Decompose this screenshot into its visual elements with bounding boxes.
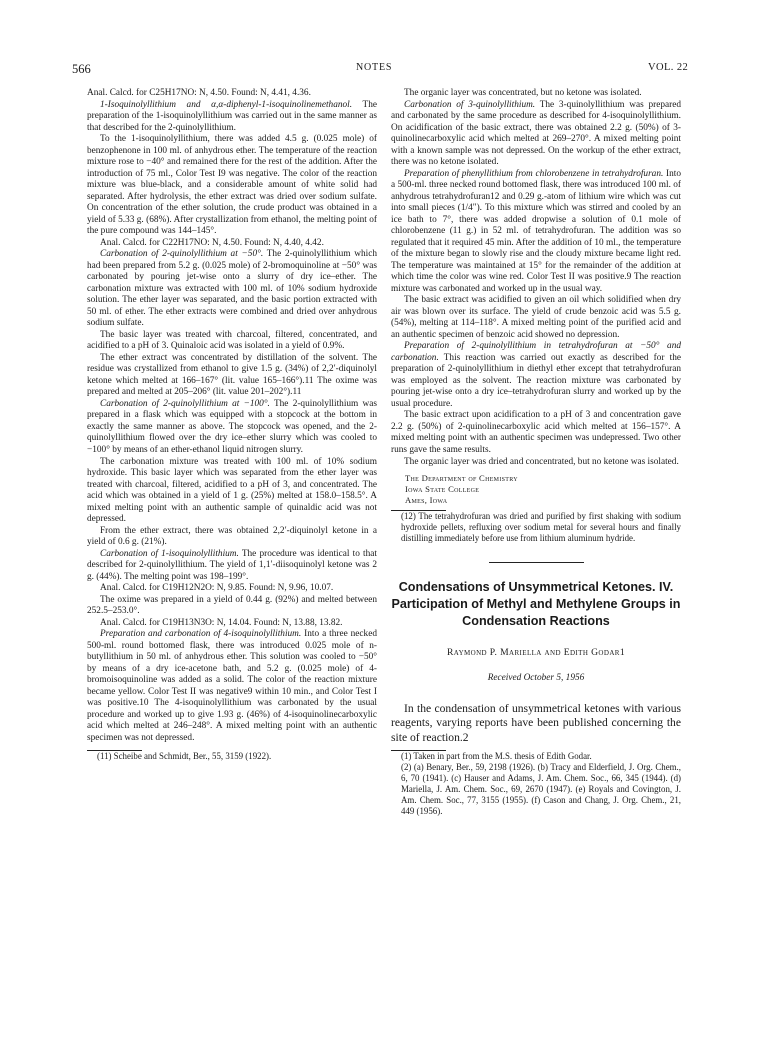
paragraph: Anal. Calcd. for C25H17NO: N, 4.50. Found: N, 4.41, 4.36. [87, 88, 311, 98]
paragraph: Anal. Calcd. for C19H13N3O: N, 14.04. Found: N, 13.88, 13.82. [100, 617, 343, 628]
footnote: (11) Scheibe and Schmidt, Ber., 55, 3159 (1922). [97, 751, 272, 762]
paragraph-heading: Preparation and carbonation of 4-isoquinolyllithium. [100, 629, 302, 640]
footnote: (2) (a) Benary, Ber., 59, 2198 (1926). (b) Tracy and Elderfield, J. Org. Chem., 6, 70 (1941). (c) Hauser and Adams, J. Am. Chem. Soc., 66, 345 (1944). (d) Mariella, J. Am. Chem. Soc., 69, 2670 (1947). (e) Royals and Covington, J. Am. Chem. Soc., 77, 3155 (1955). (f) Cason and Chang, J. Org. Chem., 21, 449 (1956). [401, 761, 681, 816]
paragraph-heading: Carbonation of 1-isoquinolyllithium. [100, 548, 239, 559]
page-number: 566 [72, 62, 91, 76]
footnote: (12) The tetrahydrofuran was dried and purified by first shaking with sodium hydroxide pellets, refluxing over sodium metal for several hours and finally distilling immediately before use from lithium aluminum hydride. [401, 511, 681, 544]
paragraph: Carbonation of 2-quinolyllithium at −100°. The 2-quinolyllithium was prepared in a flask which was equipped with a stopcock at the bottom in exactly the same manner as above. The stopcock was opened, and the 2-quinolyllithium flowed over the dry ice–ether slurry which was cooled to −100° by means of an ether-ethanol liquid nitrogen slurry. [87, 398, 378, 455]
paragraph: The organic layer was dried and concentrated, but no ketone was isolated. [404, 456, 679, 467]
running-head: NOTES [356, 62, 393, 73]
paragraph: The ether extract was concentrated by distillation of the solvent. The residue was crystallized from ethanol to give 1.5 g. (34%) of 2,2′-diquinolyl ketone which melted at 166–167° (lit. value 165–166°).11 The oxime was prepared and melted at 205–206° (lit. value 201–202°).11 [87, 352, 377, 398]
section-divider [489, 562, 584, 563]
article-title: Condensations of Unsymmetrical Ketones. IV. Participation of Methyl and Methylene Groups in Condensation Reactions [391, 580, 681, 629]
paragraph-heading: Carbonation of 3-quinolyllithium. [404, 99, 536, 110]
paragraph: Anal. Calcd. for C19H12N2O: N, 9.85. Found: N, 9.96, 10.07. [100, 583, 334, 594]
paragraph: To the 1-isoquinolyllithium, there was added 4.5 g. (0.025 mole) of benzophenone in 100 ml. of anhydrous ether. The temperature of the reaction mixture rose to −40° and remained there for the rest of the addition. After the introduction of 75 ml., Color Test I9 was negative. The color of the reaction mixture was blue-black, and a considerable amount of white solid had separated. After hydrolysis, the ether extract was dried over sodium sulfate. On concentration of the ether solution, the crude product was obtained in a yield of 5.33 g. (68%). After crystallization from ethanol, the melting point of the pure compound was 144–145°. [87, 134, 377, 237]
paragraph-heading: Preparation of 2-quinolyllithium in tetrahydrofuran at −50° and carbonation. [391, 341, 681, 363]
paragraph: The basic extract was acidified to given an oil which solidified when dry air was blown over its surface. The yield of crude benzoic acid was 5.5 g. (54%), melting at 114–118°. A mixed melting point of the purified acid and an authentic specimen of benzoic acid showed no depression. [391, 295, 681, 340]
lead-paragraph: In the condensation of unsymmetrical ketones with various reagents, varying reports have been published concerning the site of reaction.2 [391, 702, 681, 744]
right-column [391, 88, 681, 817]
address-line: Iowa State College [405, 484, 480, 495]
received-date: Received October 5, 1956 [487, 672, 585, 683]
paragraph-heading: Carbonation of 2-quinolyllithium at −100°. [100, 398, 270, 409]
paragraph: Carbonation of 2-quinolyllithium at −50°. The 2-quinolyllithium which had been prepared from 5.2 g. (0.025 mole) of 2-bromoquinoline at −50° was carbonated by pouring jet-wise onto a slurry of dry ice–ether. The carbonation mixture was extracted with 100 ml. of 10% sodium hydroxide solution. The ether layer was separated, and the basic portion extracted with 50 ml. of ether. The ether extracts were combined and dried over anhydrous sodium sulfate. [87, 249, 378, 329]
paragraph: Preparation of phenyllithium from chlorobenzene in tetrahydrofuran. Into a 500-ml. three necked round bottomed flask, there was introduced 100 ml. of anhydrous tetrahydrofuran12 and 0.29 g.-atom of lithium wire which was cut into small pieces (1/4"). To this mixture which was stirred and cooled by an ice bath to 7°, there was added dropwise a solution of 0.1 mole of chlorobenzene (11 g.) in 52 ml. of tetrahydrofuran. The addition was so regulated that it required 45 min. After the addition of 10 ml., the temperature of the mixture began to slowly rise and the cloudy mixture became light red. The temperature was maintained at 15° for the remainder of the addition at which time the color was wine red. Color Test II was positive.9 The reaction mixture was carbonated and worked up in the usual way. [391, 168, 681, 294]
footnote: (1) Taken in part from the M.S. thesis of Edith Godar. [401, 750, 592, 761]
volume-label: VOL. 22 [648, 62, 689, 73]
paragraph: The basic layer was treated with charcoal, filtered, concentrated, and acidified to a pH of 3. Quinaloic acid was isolated in a yield of 0.9%. [87, 329, 377, 352]
paragraph-heading: Preparation of phenyllithium from chlorobenzene in tetrahydrofuran. [404, 168, 664, 179]
left-column [87, 88, 377, 762]
paragraph: Anal. Calcd. for C22H17NO: N, 4.50. Found: N, 4.40, 4.42. [100, 237, 324, 248]
paragraph: The oxime was prepared in a yield of 0.44 g. (92%) and melted between 252.5–253.0°. [87, 594, 377, 617]
paragraph: Carbonation of 3-quinolyllithium. The 3-quinolyllithium was prepared and carbonated by the same procedure as described for 4-isoquinolyllithium. On acidification of the basic extract, there was obtained 2.2 g. (50%) of 3-quinolinecarboxylic acid which melted at 269–270°. A mixed melting point with a known sample was not depressed. On the workup of the ether extract, there was no ketone isolated. [391, 99, 681, 168]
paragraph: The organic layer was concentrated, but no ketone was isolated. [404, 88, 642, 98]
paragraph: The carbonation mixture was treated with 100 ml. of 10% sodium hydroxide. This basic layer which was separated from the ether layer was treated with charcoal, filtered, acidified to a pH of 3, and concentrated. The acid which was obtained in a yield of 1 g. (25%) melted at 158.0–158.5°. A mixed melting point with an authentic sample of quinaldic acid was not depressed. [87, 456, 377, 525]
author-address [391, 473, 681, 506]
paragraph: 1-Isoquinolyllithium and α,α-diphenyl-1-isoquinolinemethanol. The preparation of the 1-isoquinolyllithium was carried out in the same manner as that described for the 2-quinolyllithium. [87, 99, 377, 133]
paragraph: Preparation and carbonation of 4-isoquinolyllithium. Into a three necked 500-ml. round bottomed flask, there was introduced 0.025 mole of n-butyllithium in 50 ml. of anhydrous ether. This solution was cooled to −50° by means of a dry ice-acetone bath, and 5.2 g. (0.025 mole) of 4-bromoisoquinoline was added as a solid. The color of the reaction mixture became yellow. Color Test II was negative9 within 10 min., and Color Test I was positive.10 The 4-isoquinolyllithium was carbonated by the usual procedure and worked up to give 1.93 g. (46%) of 4-isoquinolinecarboxylic acid which melted at 246–248°. A mixed melting point with an authentic specimen was not depressed. [87, 629, 377, 743]
paragraph: The basic extract upon acidification to a pH of 3 and concentration gave 2.2 g. (50%) of 2-quinolinecarboxylic acid which melted at 156–157°. A mixed melting point with an authentic specimen was undepressed. Two other runs gave the same results. [391, 410, 681, 455]
paragraph-heading: Carbonation of 2-quinolyllithium at −50°. [100, 249, 264, 260]
paragraph: Carbonation of 1-isoquinolyllithium. The procedure was identical to that described for 2-quinolyllithium. The yield of 1,1′-diisoquinolyl ketone was 2 g. (44%). The melting point was 198–199°. [87, 548, 377, 582]
address-line: The Department of Chemistry [405, 473, 518, 484]
article-authors: Raymond P. Mariella and Edith Godar1 [446, 647, 626, 659]
paragraph: From the ether extract, there was obtained 2,2′-diquinolyl ketone in a yield of 0.6 g. (21%). [87, 525, 377, 548]
paragraph: Preparation of 2-quinolyllithium in tetrahydrofuran at −50° and carbonation. This reaction was carried out exactly as described for the preparation of 2-quinolyllithium in diethyl ether except that tetrahydrofuran was employed as the solvent. The reaction mixture was carbonated by pouring jet-wise onto a dry ice–tetrahydrofuran slurry and worked up by the usual procedure. [391, 341, 681, 409]
paragraph-heading: 1-Isoquinolyllithium and α,α-diphenyl-1-isoquinolinemethanol. [100, 99, 353, 110]
address-line: Ames, Iowa [405, 495, 448, 506]
